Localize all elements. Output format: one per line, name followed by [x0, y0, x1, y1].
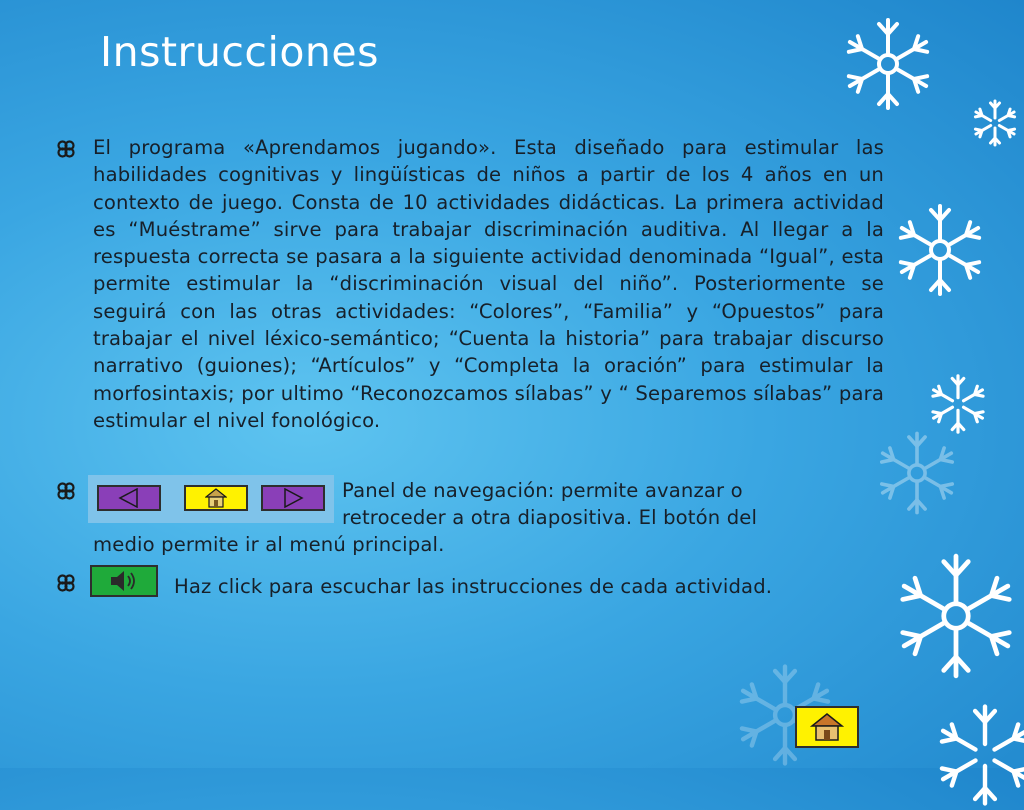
snowflake-decoration-7 [930, 700, 1024, 810]
instructions-paragraph: El programa «Aprendamos jugando». Esta diseñado para estimular las habilidades cognitivas y lingüísticas de niños a partir de los 4 años en un contexto de juego. Consta de 10 actividades didácticas. La primera actividad es “Muéstrame” sirve para trabajar discriminación auditiva. Al llegar a la respuesta correcta se pasara a la siguiente actividad denominada “Igual”, esta permite estimular la “discriminación visual del niño”. Posteriormente se seguirá con las otras actividades: “Colores”, “Familia” y “Opuestos” para trabajar el nivel léxico-semántico; “Cuenta la historia” para trabajar discurso narrativo (guiones); “Artículos” y “Completa la oración” para estimular la morfosintaxis; por ultimo “Reconozcamos sílabas” y “ Separemos sílabas” para estimular el nivel fonológico. [93, 136, 884, 432]
snowflake-decoration-5 [872, 428, 962, 518]
next-slide-button[interactable] [261, 485, 325, 511]
home-icon [810, 712, 844, 742]
nav-description-line-2: retroceder a otra diapositiva. El botón del [342, 506, 758, 529]
snowflake-decoration-4 [926, 372, 990, 436]
bullet-icon [57, 482, 75, 500]
snowflake-decoration-1 [838, 14, 938, 114]
nav-description-line-3: medio permite ir al menú principal. [93, 533, 445, 556]
play-instructions-audio-button[interactable] [90, 565, 158, 597]
main-menu-button[interactable] [184, 485, 248, 511]
slide-title: Instrucciones [100, 28, 379, 76]
speaker-icon [109, 570, 139, 592]
previous-slide-button[interactable] [97, 485, 161, 511]
audio-description: Haz click para escuchar las instrucciones de cada actividad. [174, 575, 773, 598]
snowflake-decoration-6 [888, 548, 1024, 684]
snowflake-decoration-2 [970, 98, 1020, 148]
bullet-icon [57, 140, 75, 158]
home-icon [205, 488, 227, 508]
nav-description-line-1: Panel de navegación: permite avanzar o [342, 479, 743, 502]
bullet-icon [57, 574, 75, 592]
navigation-panel [88, 475, 334, 523]
snowflake-decoration-3 [890, 200, 990, 300]
triangle-right-icon [282, 488, 304, 508]
home-button[interactable] [795, 706, 859, 748]
triangle-left-icon [118, 488, 140, 508]
